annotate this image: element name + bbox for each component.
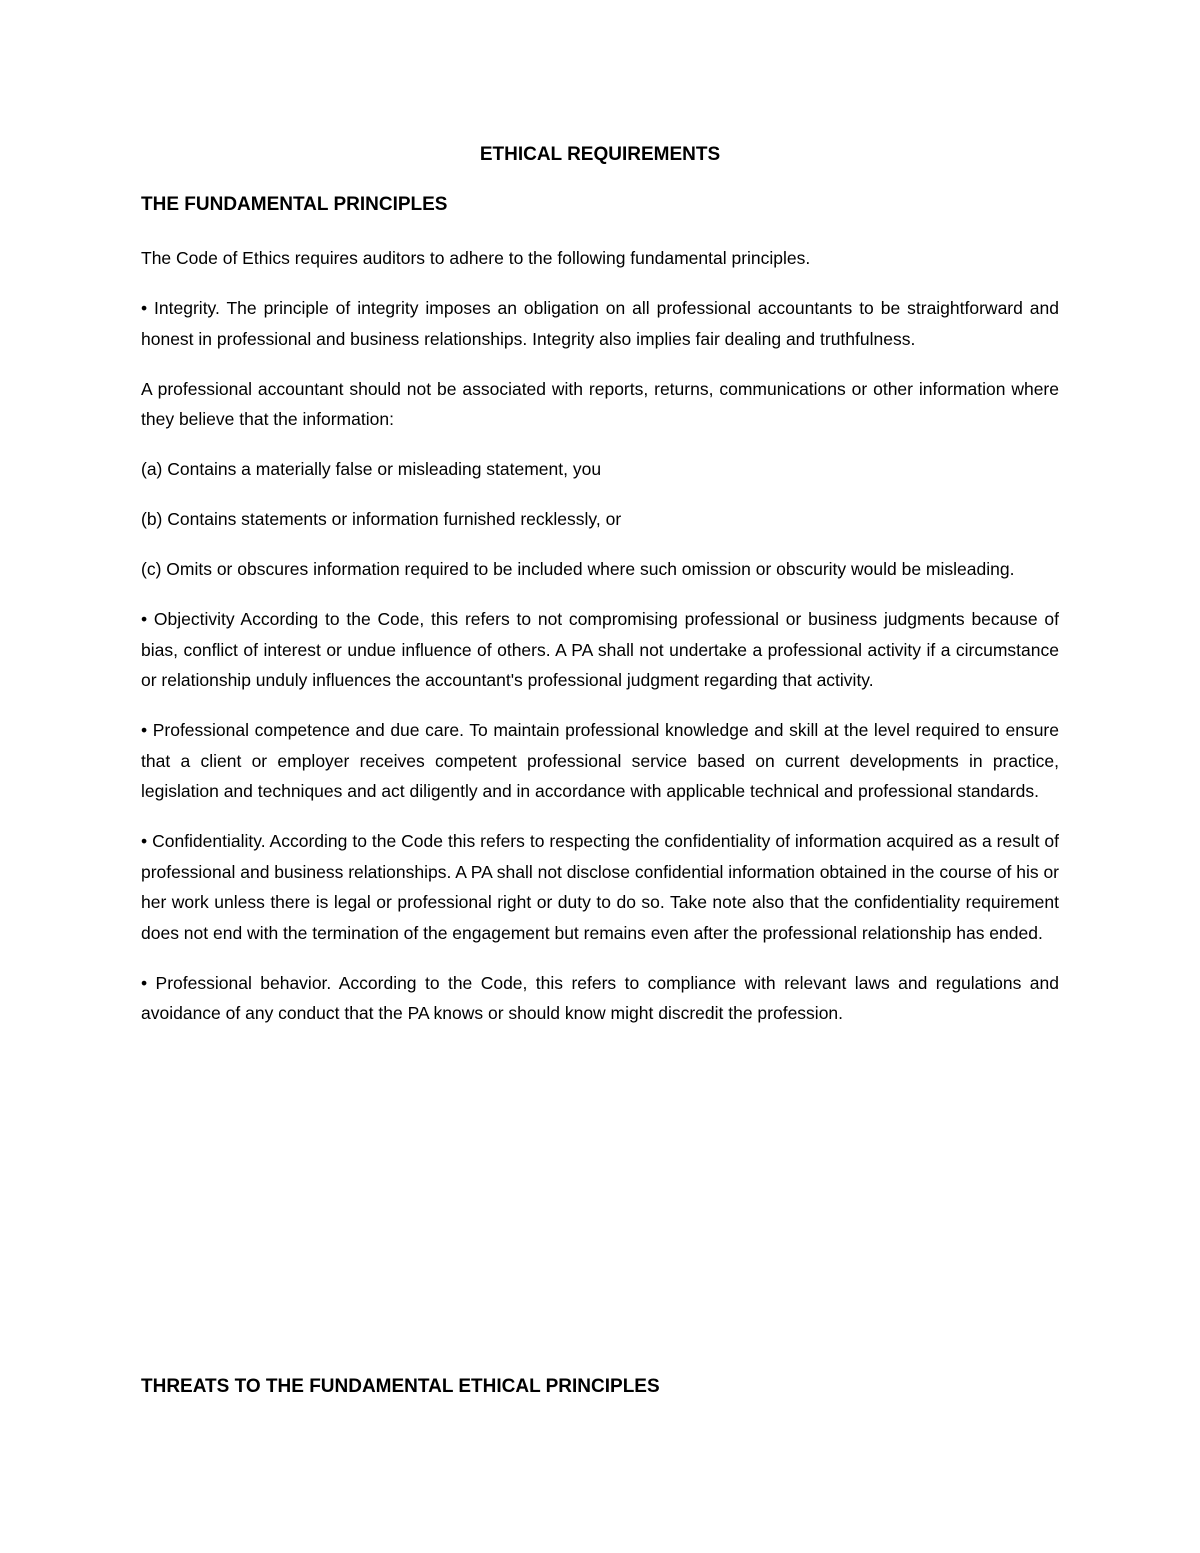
integrity-paragraph: • Integrity. The principle of integrity imposes an obligation on all professional accountants to be straightforward and honest in professional and business relationships. Integrity also implies fair dealing and truthfulness. bbox=[141, 298, 1059, 349]
list-item-c: (c) Omits or obscures information required to be included where such omission or obscurity would be misleading. bbox=[141, 559, 1015, 579]
objectivity-paragraph: • Objectivity According to the Code, this refers to not compromising professional or business judgments because of bias, conflict of interest or undue influence of others. A PA shall not undertake a professional activity if a circumstance or relationship unduly influences the accountant's professional judgment regarding that activity. bbox=[141, 609, 1059, 690]
behavior-paragraph: • Professional behavior. According to the Code, this refers to compliance with relevant laws and regulations and avoidance of any conduct that the PA knows or should know might discredit the profession. bbox=[141, 972, 1059, 1023]
confidentiality-paragraph: • Confidentiality. According to the Code this refers to respecting the confidentiality of information acquired as a result of professional and business relationships. A PA shall not disclose confidential information obtained in the course of his or her work unless there is legal or professional right or duty to do so. Take note also that the confidentiality requirement does not end with the termination of the engagement but remains even after the professional relationship has ended. bbox=[141, 831, 1060, 943]
competence-paragraph: • Professional competence and due care. To maintain professional knowledge and skill at the level required to ensure that a client or employer receives competent professional service based on current developments in practice, legislation and techniques and act diligently and in accordance with applicable technical and professional standards. bbox=[141, 720, 1059, 801]
intro-paragraph: The Code of Ethics requires auditors to adhere to the following fundamental principles. bbox=[141, 248, 811, 268]
list-item-a: (a) Contains a materially false or misleading statement, you bbox=[141, 459, 602, 479]
document-body bbox=[141, 243, 1059, 1048]
document-page bbox=[141, 0, 1059, 1553]
list-item-b: (b) Contains statements or information furnished recklessly, or bbox=[141, 509, 622, 529]
association-paragraph: A professional accountant should not be associated with reports, returns, communications or other information where they believe that the information: bbox=[141, 378, 1059, 429]
section-heading-threats: THREATS TO THE FUNDAMENTAL ETHICAL PRINCIPLES bbox=[141, 1376, 660, 1397]
section-heading-fundamental-principles: THE FUNDAMENTAL PRINCIPLES bbox=[141, 194, 448, 215]
document-title: ETHICAL REQUIREMENTS bbox=[479, 144, 721, 165]
